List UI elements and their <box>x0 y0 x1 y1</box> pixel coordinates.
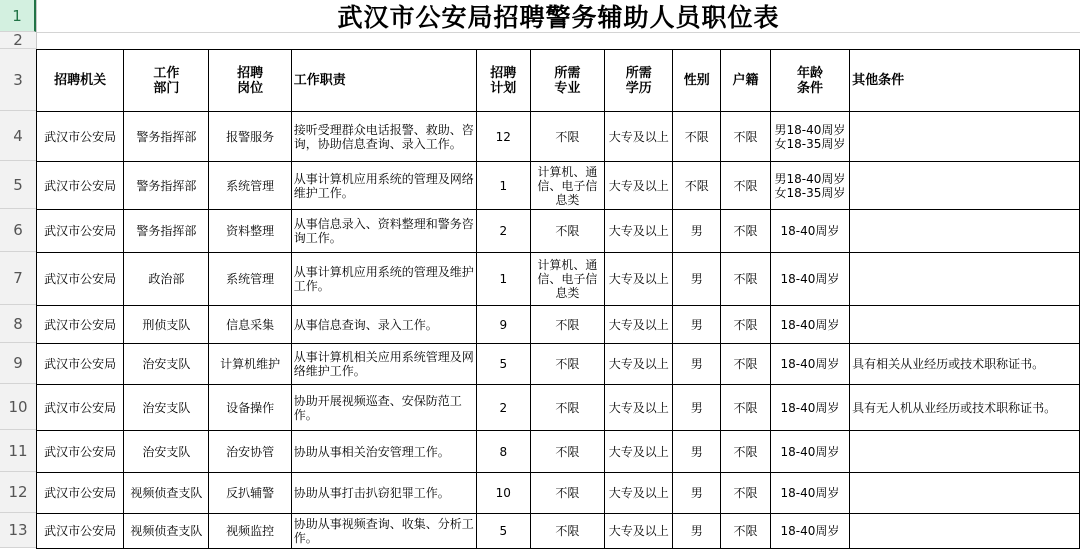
table-row <box>37 112 1080 162</box>
cell-post[interactable]: 设备操作 <box>209 385 291 431</box>
row-number[interactable]: 8 <box>0 305 36 343</box>
header-department[interactable]: 工作 部门 <box>124 50 209 112</box>
cell-major[interactable]: 不限 <box>530 306 604 344</box>
cell-household[interactable]: 不限 <box>721 112 771 162</box>
cell-gender[interactable]: 不限 <box>673 162 721 210</box>
cell-department[interactable]: 视频侦查支队 <box>124 514 209 549</box>
cell-plan[interactable]: 1 <box>476 162 530 210</box>
header-row <box>37 50 1080 112</box>
cell-gender[interactable]: 男 <box>673 210 721 253</box>
row-number[interactable]: 7 <box>0 252 36 305</box>
row-number[interactable]: 13 <box>0 513 36 548</box>
cell-major[interactable]: 计算机、通信、电子信息类 <box>530 162 604 210</box>
row-number[interactable]: 9 <box>0 343 36 384</box>
row-number[interactable]: 2 <box>0 32 36 49</box>
cell-education[interactable]: 大专及以上 <box>605 253 673 306</box>
header-major[interactable]: 所需 专业 <box>530 50 604 112</box>
cell-other[interactable] <box>850 253 1080 306</box>
cell-post[interactable]: 报警服务 <box>209 112 291 162</box>
cell-other[interactable] <box>850 514 1080 549</box>
table-row <box>37 385 1080 431</box>
row-number[interactable]: 6 <box>0 209 36 252</box>
cell-other[interactable] <box>850 210 1080 253</box>
cell-education[interactable]: 大专及以上 <box>605 162 673 210</box>
cell-major[interactable]: 不限 <box>530 514 604 549</box>
row-number[interactable]: 10 <box>0 384 36 430</box>
header-other[interactable]: 其他条件 <box>850 50 1080 112</box>
cell-age[interactable]: 18-40周岁 <box>770 253 849 306</box>
cell-post[interactable]: 资料整理 <box>209 210 291 253</box>
cell-household[interactable]: 不限 <box>721 514 771 549</box>
cell-household[interactable]: 不限 <box>721 253 771 306</box>
cell-department[interactable]: 视频侦查支队 <box>124 473 209 514</box>
cell-major[interactable]: 不限 <box>530 112 604 162</box>
table-row <box>37 431 1080 473</box>
cell-plan[interactable]: 10 <box>476 473 530 514</box>
sheet-title[interactable]: 武汉市公安局招聘警务辅助人员职位表 <box>37 0 1080 33</box>
cell-household[interactable]: 不限 <box>721 385 771 431</box>
cell-age[interactable]: 18-40周岁 <box>770 306 849 344</box>
cell-post[interactable]: 视频监控 <box>209 514 291 549</box>
cell-post[interactable]: 信息采集 <box>209 306 291 344</box>
cell-post[interactable]: 反扒辅警 <box>209 473 291 514</box>
cell-age[interactable]: 18-40周岁 <box>770 431 849 473</box>
cell-agency[interactable]: 武汉市公安局 <box>37 385 124 431</box>
cell-duties[interactable]: 从事计算机应用系统的管理及维护工作。 <box>291 253 476 306</box>
cell-gender[interactable]: 男 <box>673 473 721 514</box>
row-number[interactable]: 12 <box>0 472 36 513</box>
cell-plan[interactable]: 1 <box>476 253 530 306</box>
cell-plan[interactable]: 12 <box>476 112 530 162</box>
cell-education[interactable]: 大专及以上 <box>605 514 673 549</box>
cell-post[interactable]: 系统管理 <box>209 162 291 210</box>
cell-plan[interactable]: 2 <box>476 385 530 431</box>
cell-plan[interactable]: 5 <box>476 514 530 549</box>
cell-gender[interactable]: 男 <box>673 514 721 549</box>
cell-education[interactable]: 大专及以上 <box>605 385 673 431</box>
header-plan[interactable]: 招聘 计划 <box>476 50 530 112</box>
cell-department[interactable]: 政治部 <box>124 253 209 306</box>
cell-education[interactable]: 大专及以上 <box>605 210 673 253</box>
table-row <box>37 514 1080 549</box>
cell-age[interactable]: 18-40周岁 <box>770 385 849 431</box>
cell-agency[interactable]: 武汉市公安局 <box>37 210 124 253</box>
table-row <box>37 253 1080 306</box>
cell-department[interactable]: 治安支队 <box>124 344 209 385</box>
header-education[interactable]: 所需 学历 <box>605 50 673 112</box>
cell-household[interactable]: 不限 <box>721 431 771 473</box>
table-row <box>37 473 1080 514</box>
cell-major[interactable]: 计算机、通信、电子信息类 <box>530 253 604 306</box>
cell-household[interactable]: 不限 <box>721 162 771 210</box>
cell-education[interactable]: 大专及以上 <box>605 344 673 385</box>
cell-age[interactable]: 18-40周岁 <box>770 344 849 385</box>
cell-gender[interactable]: 男 <box>673 344 721 385</box>
cell-other[interactable]: 具有相关从业经历或技术职称证书。 <box>850 344 1080 385</box>
cell-agency[interactable]: 武汉市公安局 <box>37 162 124 210</box>
row-number[interactable]: 11 <box>0 430 36 472</box>
cell-plan[interactable]: 9 <box>476 306 530 344</box>
header-age[interactable]: 年龄 条件 <box>770 50 849 112</box>
cell-duties[interactable]: 从事计算机相关应用系统管理及网络维护工作。 <box>291 344 476 385</box>
cell-gender[interactable]: 男 <box>673 306 721 344</box>
row-number[interactable]: 4 <box>0 111 36 161</box>
cell-duties[interactable]: 协助从事相关治安管理工作。 <box>291 431 476 473</box>
cell-duties[interactable]: 从事计算机应用系统的管理及网络维护工作。 <box>291 162 476 210</box>
cell-other[interactable]: 具有无人机从业经历或技术职称证书。 <box>850 385 1080 431</box>
cell-household[interactable]: 不限 <box>721 344 771 385</box>
cell-other[interactable] <box>850 431 1080 473</box>
cell-gender[interactable]: 男 <box>673 253 721 306</box>
cell-duties[interactable]: 协助从事打击扒窃犯罪工作。 <box>291 473 476 514</box>
cell-household[interactable]: 不限 <box>721 210 771 253</box>
cell-education[interactable]: 大专及以上 <box>605 306 673 344</box>
cell-duties[interactable]: 协助开展视频巡查、安保防范工作。 <box>291 385 476 431</box>
cell-agency[interactable]: 武汉市公安局 <box>37 344 124 385</box>
cell-department[interactable]: 警务指挥部 <box>124 210 209 253</box>
cell-post[interactable]: 系统管理 <box>209 253 291 306</box>
cell-age[interactable]: 男18-40周岁 女18-35周岁 <box>770 112 849 162</box>
row-number[interactable]: 3 <box>0 49 36 111</box>
cell-post[interactable]: 治安协管 <box>209 431 291 473</box>
row-number[interactable]: 1 <box>0 0 36 32</box>
cell-duties[interactable]: 协助从事视频查询、收集、分析工作。 <box>291 514 476 549</box>
cell-agency[interactable]: 武汉市公安局 <box>37 514 124 549</box>
cell-education[interactable]: 大专及以上 <box>605 112 673 162</box>
cell-household[interactable]: 不限 <box>721 306 771 344</box>
cell-major[interactable]: 不限 <box>530 344 604 385</box>
header-duties[interactable]: 工作职责 <box>291 50 476 112</box>
cell-other[interactable] <box>850 306 1080 344</box>
header-agency[interactable]: 招聘机关 <box>37 50 124 112</box>
cell-department[interactable]: 警务指挥部 <box>124 112 209 162</box>
cell-age[interactable]: 18-40周岁 <box>770 514 849 549</box>
position-table <box>36 49 1080 549</box>
cell-major[interactable]: 不限 <box>530 385 604 431</box>
cell-plan[interactable]: 5 <box>476 344 530 385</box>
cell-plan[interactable]: 2 <box>476 210 530 253</box>
cell-department[interactable]: 治安支队 <box>124 431 209 473</box>
header-gender[interactable]: 性别 <box>673 50 721 112</box>
cell-education[interactable]: 大专及以上 <box>605 431 673 473</box>
table-row <box>37 210 1080 253</box>
header-post[interactable]: 招聘 岗位 <box>209 50 291 112</box>
table-row <box>37 162 1080 210</box>
cell-duties[interactable]: 从事信息录入、资料整理和警务咨询工作。 <box>291 210 476 253</box>
cell-education[interactable]: 大专及以上 <box>605 473 673 514</box>
row-header-column <box>0 0 37 548</box>
cell-department[interactable]: 治安支队 <box>124 385 209 431</box>
cell-age[interactable]: 18-40周岁 <box>770 473 849 514</box>
cell-gender[interactable]: 男 <box>673 385 721 431</box>
cell-gender[interactable]: 不限 <box>673 112 721 162</box>
empty-row[interactable] <box>37 32 1080 50</box>
cell-plan[interactable]: 8 <box>476 431 530 473</box>
cell-major[interactable]: 不限 <box>530 431 604 473</box>
cell-department[interactable]: 刑侦支队 <box>124 306 209 344</box>
cell-duties[interactable]: 从事信息查询、录入工作。 <box>291 306 476 344</box>
cell-post[interactable]: 计算机维护 <box>209 344 291 385</box>
table-row <box>37 306 1080 344</box>
cell-age[interactable]: 男18-40周岁 女18-35周岁 <box>770 162 849 210</box>
cell-agency[interactable]: 武汉市公安局 <box>37 431 124 473</box>
cell-major[interactable]: 不限 <box>530 210 604 253</box>
cell-agency[interactable]: 武汉市公安局 <box>37 253 124 306</box>
cell-major[interactable]: 不限 <box>530 473 604 514</box>
cell-agency[interactable]: 武汉市公安局 <box>37 112 124 162</box>
header-household[interactable]: 户籍 <box>721 50 771 112</box>
cell-department[interactable]: 警务指挥部 <box>124 162 209 210</box>
table-row <box>37 344 1080 385</box>
cell-agency[interactable]: 武汉市公安局 <box>37 306 124 344</box>
cell-duties[interactable]: 接听受理群众电话报警、救助、咨询，协助信息查询、录入工作。 <box>291 112 476 162</box>
cell-other[interactable] <box>850 473 1080 514</box>
row-number[interactable]: 5 <box>0 161 36 209</box>
cell-other[interactable] <box>850 112 1080 162</box>
cell-age[interactable]: 18-40周岁 <box>770 210 849 253</box>
cell-gender[interactable]: 男 <box>673 431 721 473</box>
cell-agency[interactable]: 武汉市公安局 <box>37 473 124 514</box>
cell-other[interactable] <box>850 162 1080 210</box>
cell-household[interactable]: 不限 <box>721 473 771 514</box>
